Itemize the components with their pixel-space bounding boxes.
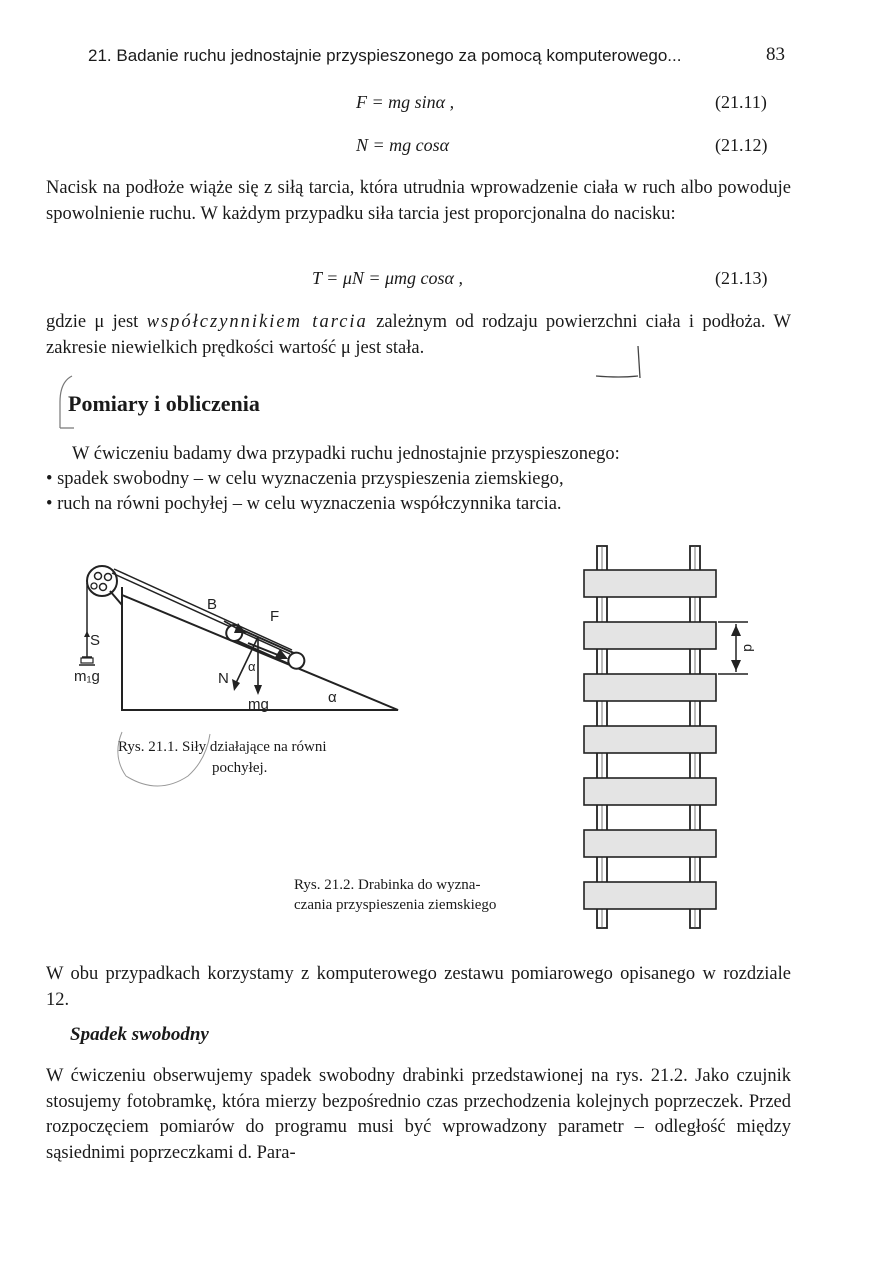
ladder-rung <box>584 830 716 857</box>
bullet-item-1 <box>46 467 564 492</box>
paragraph-free-fall: W ćwiczeniu obserwujemy spadek swobodny drabinki przedstawionej na rys. 21.2. Jako czujnik stosujemy fotobramkę, która mierzy bezpośrednio czas przechodzenia kolejnych poprzeczek. Przed rozpoczęciem pomiarów do programu musi być wprowadzony parametr – odległość między sąsiednimi poprzeczkami d. Para- <box>46 1066 791 1163</box>
label-m1g: m₁g <box>74 668 100 685</box>
paragraph-friction-coefficient <box>46 310 791 361</box>
ladder-rung <box>584 726 716 753</box>
ladder-rung <box>584 882 716 909</box>
label-alpha: α <box>328 689 337 706</box>
figure1-caption-line2: pochyłej. <box>212 760 268 776</box>
label-N: N <box>218 670 229 687</box>
label-mg: mg <box>248 696 269 713</box>
ladder-rung <box>584 778 716 805</box>
label-alpha-small: α <box>248 659 256 674</box>
p2-text-a: gdzie μ jest <box>46 312 147 332</box>
equation-21-12: N = mg cosα <box>356 135 450 155</box>
section-title: Pomiary i obliczenia <box>68 391 260 416</box>
figure-ladder <box>570 542 770 932</box>
figure1-caption-line1: Rys. 21.1. Siły działające na równi <box>118 739 327 755</box>
paragraph-friction: Nacisk na podłoże wiąże się z siłą tarcia, która utrudnia wprowadzenie ciała w ruch albo powoduje spowolnienie ruchu. W każdym przypadku siła tarcia jest proporcjonalna do nacisku: <box>46 178 791 224</box>
paragraph-measurement-set: W obu przypadkach korzystamy z komputerowego zestawu pomiarowego opisanego w rozdziale 12. <box>46 964 791 1010</box>
bullet-dot-icon: • <box>46 469 53 489</box>
caption-circle-mark <box>108 726 220 792</box>
bullet-text-1: spadek swobodny – w celu wyznaczenia przyspieszenia ziemskiego, <box>57 469 564 489</box>
label-d: d <box>741 644 757 652</box>
figure2-caption-line1: Rys. 21.2. Drabinka do wyzna- <box>294 877 481 893</box>
bullet-text-2: ruch na równi pochyłej – w celu wyznaczenia współczynnika tarcia. <box>57 494 562 514</box>
section-intro: W ćwiczeniu badamy dwa przypadki ruchu jednostajnie przyspieszonego: <box>72 444 620 464</box>
bullet-item-2 <box>46 492 562 517</box>
label-S: S <box>90 632 101 649</box>
pencil-mark <box>590 340 650 382</box>
figure-inclined-plane <box>60 555 420 730</box>
figure2-caption-line2: czania przyspieszenia ziemskiego <box>294 897 497 913</box>
equation-number-21-12: (21.12) <box>715 135 768 155</box>
ladder-rung <box>584 674 716 701</box>
subsection-title: Spadek swobodny <box>70 1024 209 1045</box>
label-F: F <box>270 608 280 625</box>
equation-21-11: F = mg sinα , <box>356 92 455 112</box>
pulley-icon <box>87 566 117 596</box>
page-number: 83 <box>766 44 785 65</box>
running-title: 21. Badanie ruchu jednostajnie przyspieszonego za pomocą komputerowego... <box>88 46 682 65</box>
p2-text-b: zależnym od rodzaju powierzchni ciała i podłoża. W zakresie niewielkich prędkości wartość μ jest stała. <box>46 312 791 358</box>
p2-term: współczynnikiem tarcia <box>146 312 368 332</box>
ladder-rung <box>584 622 716 649</box>
label-B: B <box>207 596 218 613</box>
equation-21-13: T = μN = μmg cosα , <box>312 268 463 288</box>
ladder-rung <box>584 570 716 597</box>
equation-number-21-11: (21.11) <box>715 92 767 112</box>
bullet-dot-icon: • <box>46 494 53 514</box>
equation-number-21-13: (21.13) <box>715 268 768 288</box>
